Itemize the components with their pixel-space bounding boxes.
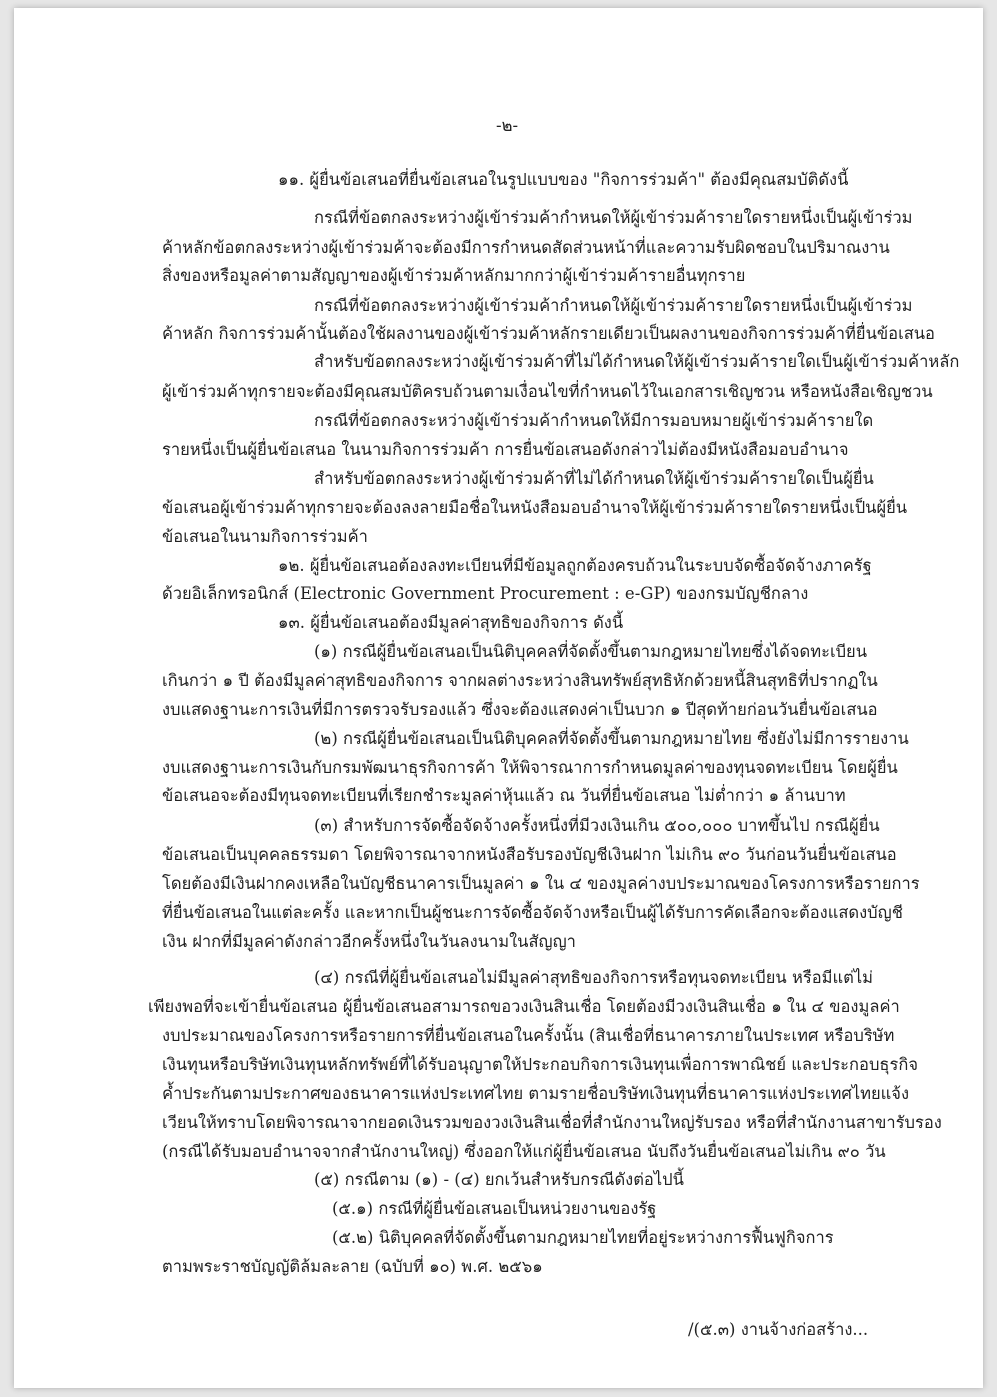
text-line: (๑) กรณีผู้ยื่นข้อเสนอเป็นนิติบุคคลที่จัดตั้งขึ้นตามกฎหมายไทยซึ่งได้จดทะเบียน xyxy=(314,642,867,661)
text-line: (๕.๒) นิติบุคคลที่จัดตั้งขึ้นตามกฎหมายไทยที่อยู่ระหว่างการฟื้นฟูกิจการ xyxy=(332,1228,834,1247)
text-line: (๒) กรณีผู้ยื่นข้อเสนอเป็นนิติบุคคลที่จัดตั้งขึ้นตามกฎหมายไทย ซึ่งยังไม่มีการรายงาน xyxy=(314,729,909,748)
text-line: เงินทุนหรือบริษัทเงินทุนหลักทรัพย์ที่ได้รับอนุญาตให้ประกอบกิจการเงินทุนเพื่อการพาณิชย์ และประกอบธุรกิจ xyxy=(162,1055,919,1074)
text-line: รายหนึ่งเป็นผู้ยื่นข้อเสนอ ในนามกิจการร่วมค้า การยื่นข้อเสนอดังกล่าวไม่ต้องมีหนังสือมอบอำนาจ xyxy=(162,440,849,459)
clause-13-heading: ๑๓. ผู้ยื่นข้อเสนอต้องมีมูลค่าสุทธิของกิจการ ดังนี้ xyxy=(278,613,624,632)
text-line: ข้อเสนอในนามกิจการร่วมค้า xyxy=(162,527,368,546)
text-line: ค้ำประกันตามประกาศของธนาคารแห่งประเทศไทย ตามรายชื่อบริษัทเงินทุนที่ธนาคารแห่งประเทศไทยแจ้ง xyxy=(162,1084,910,1103)
text-line: งบแสดงฐานะการเงินที่มีการตรวจรับรองแล้ว ซึ่งจะต้องแสดงค่าเป็นบวก ๑ ปีสุดท้ายก่อนวันยื่นข้อเสนอ xyxy=(162,700,878,719)
text-line: เพียงพอที่จะเข้ายื่นข้อเสนอ ผู้ยื่นข้อเสนอสามารถขอวงเงินสินเชื่อ โดยต้องมีวงเงินสินเชื่อ ๑ ใน ๔ ของมูลค่า xyxy=(148,997,900,1016)
text-line: ข้อเสนอเป็นบุคคลธรรมดา โดยพิจารณาจากหนังสือรับรองบัญชีเงินฝาก ไม่เกิน ๙๐ วันก่อนวันยื่นข้อเสนอ xyxy=(162,845,897,864)
text-line: (๕) กรณีตาม (๑) - (๔) ยกเว้นสำหรับกรณีดังต่อไปนี้ xyxy=(314,1170,684,1189)
text-line: สิ่งของหรือมูลค่าตามสัญญาของผู้เข้าร่วมค้าหลักมากกว่าผู้เข้าร่วมค้ารายอื่นทุกราย xyxy=(162,266,746,285)
text-line: ด้วยอิเล็กทรอนิกส์ (Electronic Government Procurement : e-GP) ของกรมบัญชีกลาง xyxy=(162,584,809,603)
text-line: กรณีที่ข้อตกลงระหว่างผู้เข้าร่วมค้ากำหนดให้ผู้เข้าร่วมค้ารายใดรายหนึ่งเป็นผู้เข้าร่วม xyxy=(314,208,913,227)
text-line: ข้อเสนอจะต้องมีทุนจดทะเบียนที่เรียกชำระมูลค่าหุ้นแล้ว ณ วันที่ยื่นข้อเสนอ ไม่ต่ำกว่า ๑ ล้านบาท xyxy=(162,786,846,805)
text-line: (๓) สำหรับการจัดซื้อจัดจ้างครั้งหนึ่งที่มีวงเงินเกิน ๕๐๐,๐๐๐ บาทขึ้นไป กรณีผู้ยื่น xyxy=(314,816,880,835)
text-line: (กรณีได้รับมอบอำนาจจากสำนักงานใหญ่) ซึ่งออกให้แก่ผู้ยื่นข้อเสนอ นับถึงวันยื่นข้อเสนอไม่เกิน ๙๐ วัน xyxy=(162,1142,886,1161)
text-line: กรณีที่ข้อตกลงระหว่างผู้เข้าร่วมค้ากำหนดให้มีการมอบหมายผู้เข้าร่วมค้ารายใด xyxy=(314,411,874,430)
text-line: เวียนให้ทราบโดยพิจารณาจากยอดเงินรวมของวงเงินสินเชื่อที่สำนักงานใหญ่รับรอง หรือที่สำนักงานสาขารับรอง xyxy=(162,1113,942,1132)
text-line: โดยต้องมีเงินฝากคงเหลือในบัญชีธนาคารเป็นมูลค่า ๑ ใน ๔ ของมูลค่างบประมาณของโครงการหรือรายการ xyxy=(162,874,920,893)
text-line: สำหรับข้อตกลงระหว่างผู้เข้าร่วมค้าที่ไม่ได้กำหนดให้ผู้เข้าร่วมค้ารายใดเป็นผู้เข้าร่วมค้าหลัก xyxy=(314,352,960,371)
text-line: เงิน ฝากที่มีมูลค่าดังกล่าวอีกครั้งหนึ่งในวันลงนามในสัญญา xyxy=(162,932,576,951)
text-line: ผู้เข้าร่วมค้าทุกรายจะต้องมีคุณสมบัติครบถ้วนตามเงื่อนไขที่กำหนดไว้ในเอกสารเชิญชวน หรือหนังสือเชิญชวน xyxy=(162,382,933,401)
text-line: ค้าหลัก กิจการร่วมค้านั้นต้องใช้ผลงานของผู้เข้าร่วมค้าหลักรายเดียวเป็นผลงานของกิจการร่วมค้าที่ยื่นข้อเสนอ xyxy=(162,324,935,343)
text-line: กรณีที่ข้อตกลงระหว่างผู้เข้าร่วมค้ากำหนดให้ผู้เข้าร่วมค้ารายใดรายหนึ่งเป็นผู้เข้าร่วม xyxy=(314,296,913,315)
page-number: -๒- xyxy=(496,116,519,135)
text-line: ข้อเสนอผู้เข้าร่วมค้าทุกรายจะต้องลงลายมือชื่อในหนังสือมอบอำนาจให้ผู้เข้าร่วมค้ารายใดรายหนึ่งเป็นผู้ยื่น xyxy=(162,498,908,517)
text-line: (๔) กรณีที่ผู้ยื่นข้อเสนอไม่มีมูลค่าสุทธิของกิจการหรือทุนจดทะเบียน หรือมีแต่ไม่ xyxy=(314,968,874,987)
clause-12-heading: ๑๒. ผู้ยื่นข้อเสนอต้องลงทะเบียนที่มีข้อมูลถูกต้องครบถ้วนในระบบจัดซื้อจัดจ้างภาครัฐ xyxy=(278,556,872,575)
text-line: ที่ยื่นข้อเสนอในแต่ละครั้ง และหากเป็นผู้ชนะการจัดซื้อจัดจ้างหรือเป็นผู้ได้รับการคัดเลือกจะต้องแสดงบัญชี xyxy=(162,903,903,922)
text-line: ตามพระราชบัญญัติล้มละลาย (ฉบับที่ ๑๐) พ.ศ. ๒๕๖๑ xyxy=(162,1257,543,1276)
document-page xyxy=(14,8,983,1388)
text-line: เกินกว่า ๑ ปี ต้องมีมูลค่าสุทธิของกิจการ จากผลต่างระหว่างสินทรัพย์สุทธิหักด้วยหนี้สินสุทธิที่ปรากฏใน xyxy=(162,671,878,690)
text-line: งบแสดงฐานะการเงินกับกรมพัฒนาธุรกิจการค้า ให้พิจารณาการกำหนดมูลค่าของทุนจดทะเบียน โดยผู้ยื่น xyxy=(162,758,898,777)
continuation-note: /(๕.๓) งานจ้างก่อสร้าง... xyxy=(688,1320,869,1339)
text-line: (๕.๑) กรณีที่ผู้ยื่นข้อเสนอเป็นหน่วยงานของรัฐ xyxy=(332,1199,657,1218)
text-line: สำหรับข้อตกลงระหว่างผู้เข้าร่วมค้าที่ไม่ได้กำหนดให้ผู้เข้าร่วมค้ารายใดเป็นผู้ยื่น xyxy=(314,469,874,488)
text-line: ค้าหลักข้อตกลงระหว่างผู้เข้าร่วมค้าจะต้องมีการกำหนดสัดส่วนหน้าที่และความรับผิดชอบในปริมาณงาน xyxy=(162,238,890,257)
clause-11-heading: ๑๑. ผู้ยื่นข้อเสนอที่ยื่นข้อเสนอในรูปแบบของ "กิจการร่วมค้า" ต้องมีคุณสมบัติดังนี้ xyxy=(278,170,849,189)
text-line: งบประมาณของโครงการหรือรายการที่ยื่นข้อเสนอในครั้งนั้น (สินเชื่อที่ธนาคารภายในประเทศ หรือบริษัท xyxy=(162,1026,895,1045)
